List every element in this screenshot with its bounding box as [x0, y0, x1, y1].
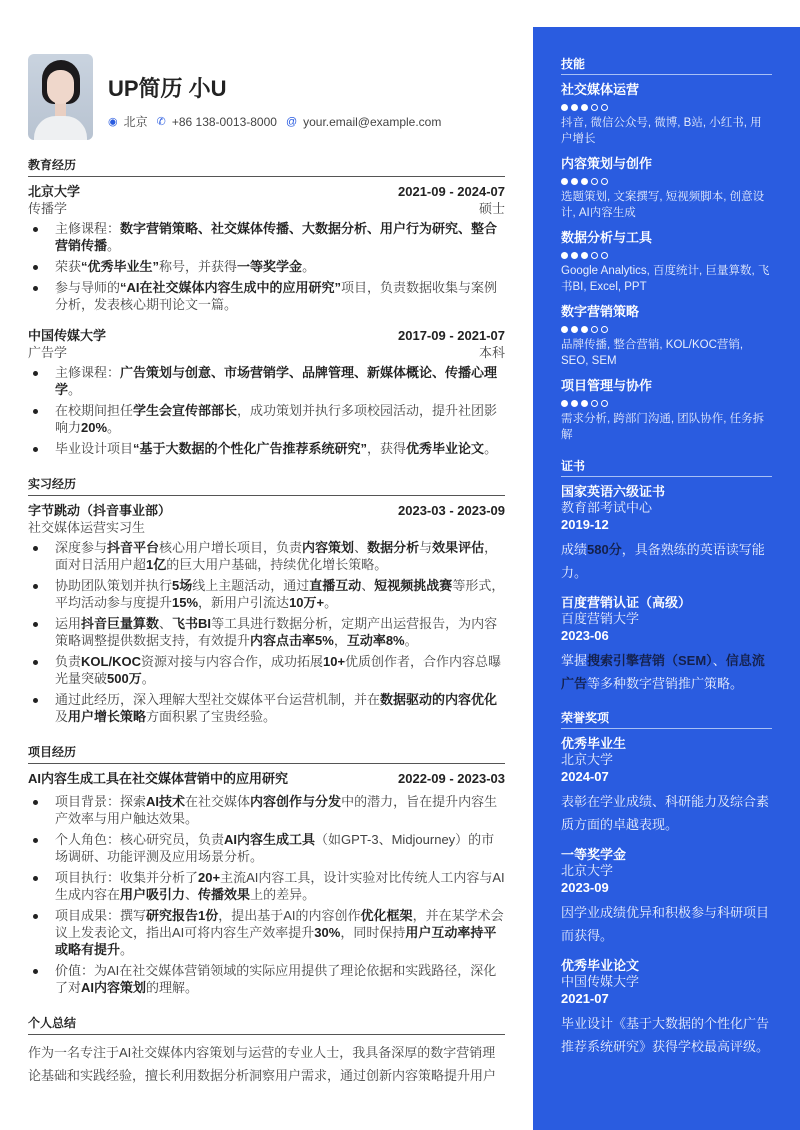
entry-header: [28, 183, 505, 200]
date-range: 2021-09 - 2024-07: [398, 184, 505, 199]
text-segment: 个人角色：核心研究员，负责: [55, 832, 225, 847]
school-name: 中国传媒大学: [28, 328, 107, 343]
bold-text: 用户吸引力: [120, 887, 186, 902]
bold-text: KOL/KOC: [81, 654, 141, 669]
filled-dot-icon: [581, 252, 588, 259]
phone: +86 138-0013-8000: [171, 114, 277, 129]
description: [561, 901, 772, 947]
skill-keywords: Google Analytics, 百度统计, 巨量算数, 飞书BI, Excel, PPT: [561, 265, 770, 293]
profile-photo: [28, 54, 93, 140]
text-segment: 运用: [55, 616, 82, 631]
bullet-item: [28, 869, 505, 903]
honor-name: 一等奖学金: [561, 847, 627, 862]
projects-section-title: 项目经历: [28, 743, 505, 764]
sidebar: [533, 27, 800, 1130]
text-segment: 。: [484, 441, 498, 456]
bullet-item: [28, 279, 505, 313]
filled-dot-icon: [571, 178, 578, 185]
text-segment: 资源对接与内容合作，成功拓展: [140, 654, 323, 669]
bold-text: 1亿: [146, 557, 167, 572]
text-segment: 负责: [55, 654, 82, 669]
bold-text: 抖音平台: [107, 540, 160, 555]
description: [561, 790, 772, 836]
education-section-title: 教育经历: [28, 156, 505, 177]
certificate-section-title: 证书: [561, 457, 772, 477]
bold-text: 10万+: [289, 595, 325, 610]
text-segment: 。: [120, 942, 134, 957]
bold-text: 学生会宣传部部长: [133, 403, 238, 418]
bullet-item: [28, 653, 505, 687]
issuer: 中国传媒大学: [561, 974, 640, 989]
date: 2024-07: [561, 769, 609, 784]
empty-dot-icon: [591, 104, 598, 111]
text-segment: 。: [107, 238, 121, 253]
date: 2021-07: [561, 991, 609, 1006]
education-entry: [28, 327, 505, 457]
text-segment: 项目，负责数据收集与案例分析，发表核心期刊论文一篇。: [55, 280, 498, 312]
bullet-list: [28, 793, 505, 996]
text-segment: 。: [68, 382, 82, 397]
description: [561, 1012, 772, 1058]
filled-dot-icon: [581, 326, 588, 333]
text-segment: 通过此经历，深入理解大型社交媒体平台运营机制，并在: [55, 692, 381, 707]
text-segment: 价值：为AI在社交媒体营销领域的实际应用提供了理论依据和实践路径，深化了对: [55, 963, 497, 995]
bullet-list: [28, 539, 505, 725]
bullet-item: [28, 615, 505, 649]
bullet-item: [28, 539, 505, 573]
bold-text: 飞书BI: [172, 616, 212, 631]
skill-item: [561, 229, 772, 295]
date-range: 2017-09 - 2021-07: [398, 328, 505, 343]
certificate-name: 国家英语六级证书: [561, 484, 666, 499]
bold-text: 研究报告1份: [146, 908, 219, 923]
bold-text: 20%: [81, 420, 108, 435]
certificate-section: [561, 457, 772, 695]
bullet-item: [28, 831, 505, 865]
entry-header: [28, 327, 505, 344]
text-segment: 。: [141, 671, 155, 686]
bold-text: 信息流广告: [561, 653, 765, 691]
date: 2023-06: [561, 628, 609, 643]
candidate-name: UP简历 小U: [108, 76, 227, 101]
skill-name: 数字营销策略: [561, 304, 640, 319]
bullet-item: [28, 691, 505, 725]
filled-dot-icon: [581, 104, 588, 111]
text-segment: 、: [185, 887, 199, 902]
bold-text: AI技术: [146, 794, 186, 809]
text-segment: 的巨大用户基础，持续优化增长策略。: [166, 557, 388, 572]
text-segment: 毕业设计项目: [55, 441, 134, 456]
text-segment: （如GPT-3、Midjourney）的市场调研、功能评测及应用场景分析。: [55, 832, 495, 864]
filled-dot-icon: [561, 178, 568, 185]
bold-text: 500万: [107, 671, 142, 686]
text-segment: ，新用户引流达: [198, 595, 290, 610]
summary-section: [28, 1014, 505, 1087]
text-segment: ，同时保持: [340, 925, 406, 940]
bold-text: 一等奖学金: [237, 259, 303, 274]
filled-dot-icon: [561, 400, 568, 407]
skill-name: 内容策划与创作: [561, 156, 653, 171]
bold-text: 5场: [172, 578, 193, 593]
company-name: 字节跳动（抖音事业部）: [28, 503, 172, 518]
bold-text: 30%: [314, 925, 341, 940]
text-segment: 因学业成绩优异和积极参与科研项目而获得。: [561, 905, 770, 943]
skill-keywords: 抖音, 微信公众号, 微博, B站, 小红书, 用户增长: [561, 117, 762, 145]
text-segment: 成绩: [561, 542, 588, 557]
bold-text: “优秀毕业生”: [81, 259, 160, 274]
text-segment: 项目执行：收集并分析了: [55, 870, 199, 885]
skill-name: 数据分析与工具: [561, 230, 653, 245]
empty-dot-icon: [591, 178, 598, 185]
bold-text: 用户增长策略: [68, 709, 147, 724]
phone-icon: ✆: [156, 116, 166, 128]
filled-dot-icon: [561, 326, 568, 333]
degree: 本科: [478, 345, 505, 360]
honor-section: [561, 709, 772, 1058]
text-segment: 参与导师的: [55, 280, 121, 295]
text-segment: 方面积累了宝贵经验。: [146, 709, 277, 724]
text-segment: 在校期间担任: [55, 403, 134, 418]
bullet-item: [28, 793, 505, 827]
major: 传播学: [28, 201, 68, 216]
filled-dot-icon: [571, 326, 578, 333]
skill-level-rating: [561, 178, 772, 185]
text-segment: 、: [361, 578, 375, 593]
issuer: 百度营销大学: [561, 611, 640, 626]
honor-section-title: 荣誉奖项: [561, 709, 772, 729]
bullet-item: [28, 220, 505, 254]
education-section: [28, 156, 505, 457]
text-segment: ，并在某学术会议上发表论文，指出AI可将内容生产效率提升: [55, 908, 504, 940]
skill-name: 项目管理与协作: [561, 378, 653, 393]
text-segment: 上的差异。: [250, 887, 316, 902]
certificate-item: [561, 483, 772, 584]
text-segment: 与: [419, 540, 433, 555]
text-segment: 的理解。: [146, 980, 199, 995]
skill-keywords: 选题策划, 文案撰写, 短视频脚本, 创意设计, AI内容生成: [561, 191, 765, 219]
filled-dot-icon: [561, 252, 568, 259]
location-pin-icon: ◉: [108, 116, 118, 128]
contact-info: [108, 113, 450, 130]
entry-header: [28, 770, 505, 787]
text-segment: 毕业设计《基于大数据的个性化广告推荐系统研究》获得学校最高评级。: [561, 1016, 770, 1054]
skill-name: 社交媒体运营: [561, 82, 640, 97]
skills-section-title: 技能: [561, 55, 772, 75]
bold-text: 传播效果: [198, 887, 251, 902]
text-segment: 等工具进行数据分析，定期产出运营报告，为内容策略调整提供数据支持，有效提升: [55, 616, 498, 648]
skill-item: [561, 377, 772, 443]
project-entry: [28, 770, 505, 996]
bold-text: 数据分析: [367, 540, 420, 555]
date-range: 2022-09 - 2023-03: [398, 771, 505, 786]
main-column: [28, 54, 505, 1087]
text-segment: 。: [404, 633, 418, 648]
text-segment: 核心用户增长项目，负责: [159, 540, 303, 555]
honor-name: 优秀毕业论文: [561, 958, 640, 973]
text-segment: ，具备熟练的英语读写能力。: [561, 542, 765, 580]
empty-dot-icon: [591, 326, 598, 333]
empty-dot-icon: [601, 104, 608, 111]
education-entry: [28, 183, 505, 313]
skills-section: [561, 55, 772, 443]
text-segment: 、: [354, 540, 368, 555]
entry-subheader: [28, 344, 505, 361]
text-segment: 。: [107, 420, 121, 435]
skill-item: [561, 81, 772, 147]
bold-text: 抖音巨量算数: [81, 616, 160, 631]
bold-text: 优化框架: [360, 908, 413, 923]
text-segment: 项目成果：撰写: [55, 908, 147, 923]
description: [561, 538, 772, 584]
text-segment: 等形式，平均活动参与度提升: [55, 578, 505, 610]
bold-text: 搜索引擎营销（SEM）: [587, 653, 713, 668]
text-segment: 在社交媒体: [185, 794, 251, 809]
internship-section: [28, 475, 505, 725]
filled-dot-icon: [581, 400, 588, 407]
text-segment: 等多种数字营销推广策略。: [587, 676, 744, 691]
bullet-item: [28, 364, 505, 398]
skill-keywords: 需求分析, 跨部门沟通, 团队协作, 任务拆解: [561, 413, 765, 441]
bold-text: 内容创作与分发: [250, 794, 342, 809]
summary-section-title: 个人总结: [28, 1014, 505, 1035]
bold-text: 效果评估: [432, 540, 485, 555]
entry-header: [28, 502, 505, 519]
certificate-item: [561, 594, 772, 695]
skill-level-rating: [561, 326, 772, 333]
filled-dot-icon: [571, 252, 578, 259]
bold-text: 数据驱动的内容优化: [380, 692, 498, 707]
bullet-item: [28, 962, 505, 996]
bold-text: 内容点击率5%: [250, 633, 334, 648]
location: 北京: [123, 115, 148, 129]
major: 广告学: [28, 345, 68, 360]
school-name: 北京大学: [28, 184, 81, 199]
filled-dot-icon: [571, 104, 578, 111]
text-segment: 深度参与: [55, 540, 108, 555]
certificate-name: 百度营销认证（高级）: [561, 595, 692, 610]
bullet-list: [28, 220, 505, 313]
bold-text: “基于大数据的个性化广告推荐系统研究”: [133, 441, 368, 456]
email[interactable]: your.email@example.com: [303, 114, 442, 129]
text-segment: ，获得: [367, 441, 407, 456]
text-segment: 。: [302, 259, 316, 274]
text-segment: ，成功策划并执行多项校园活动，提升社团影响力: [55, 403, 498, 435]
bullet-item: [28, 907, 505, 958]
issuer: 教育部考试中心: [561, 500, 653, 515]
empty-dot-icon: [601, 326, 608, 333]
filled-dot-icon: [581, 178, 588, 185]
degree: 硕士: [478, 201, 505, 216]
bold-text: AI内容策划: [81, 980, 147, 995]
bold-text: 用户互动率持平或略有提升: [55, 925, 497, 957]
text-segment: 主修课程：: [55, 365, 121, 380]
bold-text: 互动率8%: [346, 633, 405, 648]
honor-item: [561, 735, 772, 836]
text-segment: 、: [712, 653, 726, 668]
empty-dot-icon: [601, 178, 608, 185]
bold-text: 数字营销策略、社交媒体传播、大数据分析、用户行为研究、整合营销传播: [55, 221, 498, 253]
bold-text: 广告策划与创意、市场营销学、品牌管理、新媒体概论、传播心理学: [55, 365, 498, 397]
bold-text: 580分: [587, 542, 622, 557]
job-role: 社交媒体运营实习生: [28, 520, 146, 535]
summary-text: 作为一名专注于AI社交媒体内容策划与运营的专业人士，我具备深厚的数字营销理论基础和实践经验，擅长利用数据分析洞察用户需求，通过创新内容策略提升用户: [28, 1045, 497, 1083]
bold-text: “AI在社交媒体内容生成中的应用研究”: [120, 280, 342, 295]
issuer: 北京大学: [561, 752, 614, 767]
text-segment: ，面对日活用户超: [55, 540, 498, 572]
filled-dot-icon: [561, 104, 568, 111]
internship-section-title: 实习经历: [28, 475, 505, 496]
empty-dot-icon: [601, 252, 608, 259]
description: [561, 649, 772, 695]
issuer: 北京大学: [561, 863, 614, 878]
date-range: 2023-03 - 2023-09: [398, 503, 505, 518]
bold-text: 内容策划: [302, 540, 355, 555]
honor-name: 优秀毕业生: [561, 736, 627, 751]
at-sign-icon: @: [285, 115, 298, 128]
text-segment: 及: [55, 709, 69, 724]
text-segment: ，: [333, 633, 347, 648]
text-segment: 主流AI内容工具，设计实验对比传统人工内容与AI生成内容在: [55, 870, 505, 902]
bullet-list: [28, 364, 505, 457]
text-segment: 表彰在学业成绩、科研能力及综合素质方面的卓越表现。: [561, 794, 770, 832]
text-segment: 项目背景：探索: [55, 794, 147, 809]
skill-item: [561, 155, 772, 221]
bold-text: 优秀毕业论文: [406, 441, 485, 456]
empty-dot-icon: [591, 252, 598, 259]
honor-item: [561, 957, 772, 1058]
skill-level-rating: [561, 104, 772, 111]
bullet-item: [28, 440, 505, 457]
text-segment: 掌握: [561, 653, 588, 668]
text-segment: 优质创作者，合作内容总曝光量突破: [55, 654, 502, 686]
bold-text: 20+: [198, 870, 221, 885]
text-segment: 荣获: [55, 259, 82, 274]
internship-entry: [28, 502, 505, 725]
bold-text: 短视频挑战赛: [374, 578, 453, 593]
text-segment: 、: [159, 616, 173, 631]
bullet-item: [28, 258, 505, 275]
bold-text: AI内容生成工具: [224, 832, 316, 847]
text-segment: 中的潜力，旨在提升内容生产效率与用户触达效果。: [55, 794, 498, 826]
skill-item: [561, 303, 772, 369]
text-segment: 。: [324, 595, 338, 610]
bold-text: 15%: [172, 595, 199, 610]
text-segment: 线上主题活动，通过: [192, 578, 310, 593]
text-segment: 主修课程：: [55, 221, 121, 236]
text-segment: 协助团队策划并执行: [55, 578, 173, 593]
projects-section: [28, 743, 505, 996]
text-segment: 称号，并获得: [159, 259, 238, 274]
skill-level-rating: [561, 400, 772, 407]
empty-dot-icon: [591, 400, 598, 407]
bullet-item: [28, 577, 505, 611]
skill-level-rating: [561, 252, 772, 259]
date: 2023-09: [561, 880, 609, 895]
bold-text: 直播互动: [309, 578, 362, 593]
text-segment: ，提出基于AI的内容创作: [218, 908, 361, 923]
bold-text: 10+: [322, 654, 346, 669]
entry-subheader: [28, 519, 505, 536]
resume-header: [28, 54, 505, 142]
bullet-item: [28, 402, 505, 436]
honor-item: [561, 846, 772, 947]
skill-keywords: 品牌传播, 整合营销, KOL/KOC营销, SEO, SEM: [561, 339, 744, 367]
filled-dot-icon: [571, 400, 578, 407]
entry-subheader: [28, 200, 505, 217]
date: 2019-12: [561, 517, 609, 532]
empty-dot-icon: [601, 400, 608, 407]
project-name: AI内容生成工具在社交媒体营销中的应用研究: [28, 771, 289, 786]
